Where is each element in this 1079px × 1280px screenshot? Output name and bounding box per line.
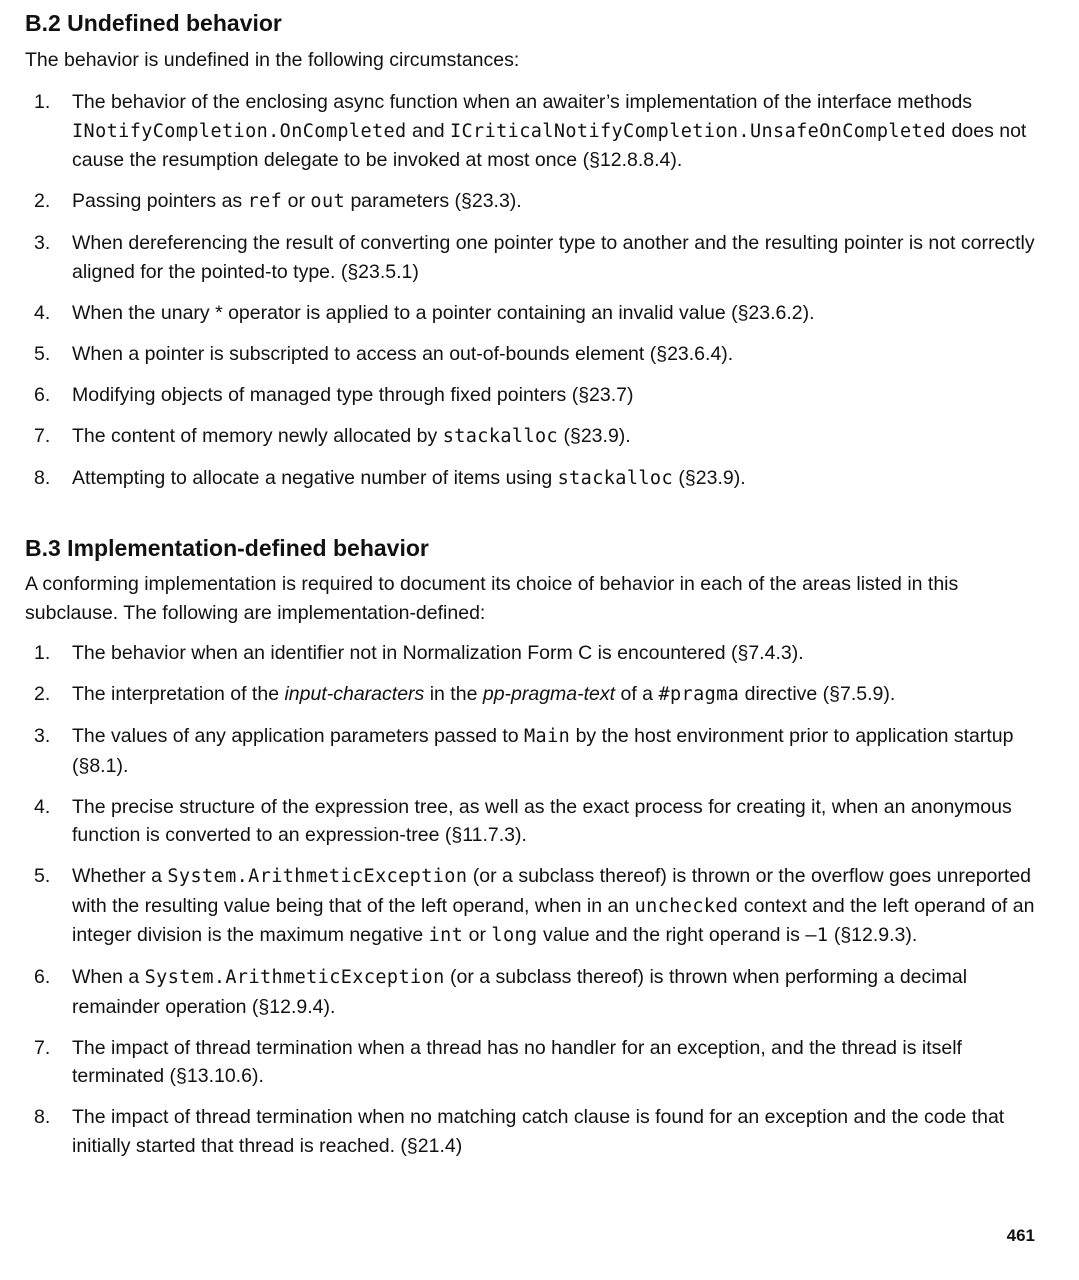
item-text: of a: [615, 683, 659, 705]
item-text: (or a subclass thereof) is thrown when performing a decimal remainder operation (§12.9.4).: [72, 966, 968, 1018]
code-term: out: [310, 191, 346, 212]
list-item: [25, 862, 1050, 951]
item-text: or: [463, 924, 492, 946]
item-text: The interpretation of the: [72, 683, 285, 705]
list-item-number: 5.: [34, 865, 51, 887]
section-intro-b2: The behavior is undefined in the following circumstances:: [25, 49, 520, 71]
list-item: [25, 793, 1050, 850]
item-text: parameters (§23.3).: [345, 190, 522, 212]
list-item: [25, 381, 1050, 410]
list-item-number: 6.: [34, 383, 51, 406]
item-text: (§23.9).: [673, 466, 746, 489]
item-text: The impact of thread termination when no matching catch clause is found for an exception and the code that initially started that thread is reached. (§21.4): [72, 1106, 1005, 1157]
list-item: [25, 187, 1050, 217]
code-term: ref: [247, 191, 283, 212]
section-heading-b2: B.2 Undefined behavior: [25, 10, 282, 36]
code-term: int: [428, 925, 464, 946]
item-text: When dereferencing the result of converting one pointer type to another and the resulting pointer is not correctly aligned for the pointed-to type. (§23.5.1): [72, 232, 1035, 283]
item-text: or: [282, 190, 311, 212]
list-item: [25, 464, 1050, 494]
list-item: [25, 299, 1050, 328]
item-text: Attempting to allocate a negative number of items using: [72, 466, 558, 489]
item-text: value and the right operand is: [537, 924, 806, 946]
list-item-number: 4.: [34, 301, 51, 324]
item-text: Passing pointers as: [72, 190, 248, 212]
item-text: When the unary * operator is applied to a pointer containing an invalid value (§23.6.2).: [72, 301, 815, 324]
item-text: does not cause the resumption delegate to be invoked at most once (§12.8.8.4).: [72, 119, 1027, 171]
list-item-number: 2.: [34, 190, 51, 212]
page-number: 461: [1006, 1226, 1035, 1245]
item-text: The precise structure of the expression tree, as well as the exact process for creating it, when an anonymous function is converted to an expression-tree (§11.7.3).: [72, 795, 1012, 846]
item-text: The behavior when an identifier not in Normalization Form C is encountered (§7.4.3).: [72, 642, 804, 664]
code-term: long: [491, 925, 538, 946]
list-item-number: 2.: [34, 683, 51, 705]
item-text: and: [406, 119, 450, 142]
list-item-number: 4.: [34, 795, 51, 818]
list-item-number: 1.: [34, 642, 51, 664]
item-text: When a: [72, 966, 145, 988]
item-text: The behavior of the enclosing async function when an awaiter’s implementation of the interface methods: [72, 91, 973, 113]
list-item-number: 8.: [34, 466, 51, 489]
list-item: [25, 1103, 1050, 1160]
list-item: [25, 963, 1050, 1021]
implementation-defined-list: [25, 639, 1050, 1173]
list-item-number: 3.: [34, 232, 51, 254]
code-term: INotifyCompletion.OnCompleted: [72, 120, 407, 142]
item-text: (§23.9).: [558, 424, 631, 447]
list-item: [25, 88, 1050, 175]
list-item: [25, 229, 1050, 286]
list-item: [25, 1034, 1050, 1091]
list-item: [25, 722, 1050, 780]
code-term: stackalloc: [557, 467, 673, 489]
item-text: The impact of thread termination when a thread has no handler for an exception, and the thread is itself terminated (§13.10.6).: [72, 1036, 962, 1087]
item-text: The content of memory newly allocated by: [72, 424, 443, 447]
item-text: (or a subclass thereof) is thrown or the overflow goes unreported with the resulting value being that of the left operand, when in an: [72, 865, 1032, 917]
item-text: Modifying objects of managed type through fixed pointers (§23.7): [72, 383, 634, 406]
list-item-number: 7.: [34, 1036, 51, 1059]
list-item: [25, 680, 1050, 710]
code-term: #pragma: [658, 684, 740, 705]
italic-term: input-characters: [284, 683, 425, 705]
code-term: unchecked: [634, 895, 739, 917]
item-text: context and the left operand of an integer division is the maximum negative: [72, 894, 1035, 946]
code-term: –1: [805, 925, 829, 946]
code-term: Main: [524, 726, 571, 747]
item-text: Whether a: [72, 865, 168, 887]
list-item-number: 5.: [34, 342, 51, 365]
item-text: The values of any application parameters passed to: [72, 725, 525, 747]
code-term: System.ArithmeticException: [144, 967, 445, 988]
list-item: [25, 422, 1050, 452]
list-item-number: 8.: [34, 1106, 51, 1128]
item-text: by the host environment prior to application startup (§8.1).: [72, 725, 1014, 777]
item-text: directive (§7.5.9).: [739, 683, 896, 705]
item-text: (§12.9.3).: [828, 924, 918, 946]
list-item: [25, 639, 1050, 668]
list-item-number: 7.: [34, 424, 51, 447]
item-text: in the: [424, 683, 483, 705]
item-text: When a pointer is subscripted to access an out-of-bounds element (§23.6.4).: [72, 342, 734, 365]
code-term: stackalloc: [442, 425, 559, 447]
code-term: ICriticalNotifyCompletion.UnsafeOnCompleted: [449, 120, 947, 142]
code-term: System.ArithmeticException: [167, 866, 468, 887]
section-intro-b3: A conforming implementation is required to document its choice of behavior in each of the areas listed in this subclause. The following are implementation-defined:: [25, 573, 959, 624]
list-item: [25, 340, 1050, 369]
list-item-number: 6.: [34, 966, 51, 988]
italic-term: pp-pragma-text: [482, 683, 616, 705]
list-item-number: 1.: [34, 91, 51, 113]
list-item-number: 3.: [34, 725, 51, 747]
undefined-behavior-list: [25, 88, 1050, 506]
section-heading-b3: B.3 Implementation-defined behavior: [25, 535, 429, 561]
